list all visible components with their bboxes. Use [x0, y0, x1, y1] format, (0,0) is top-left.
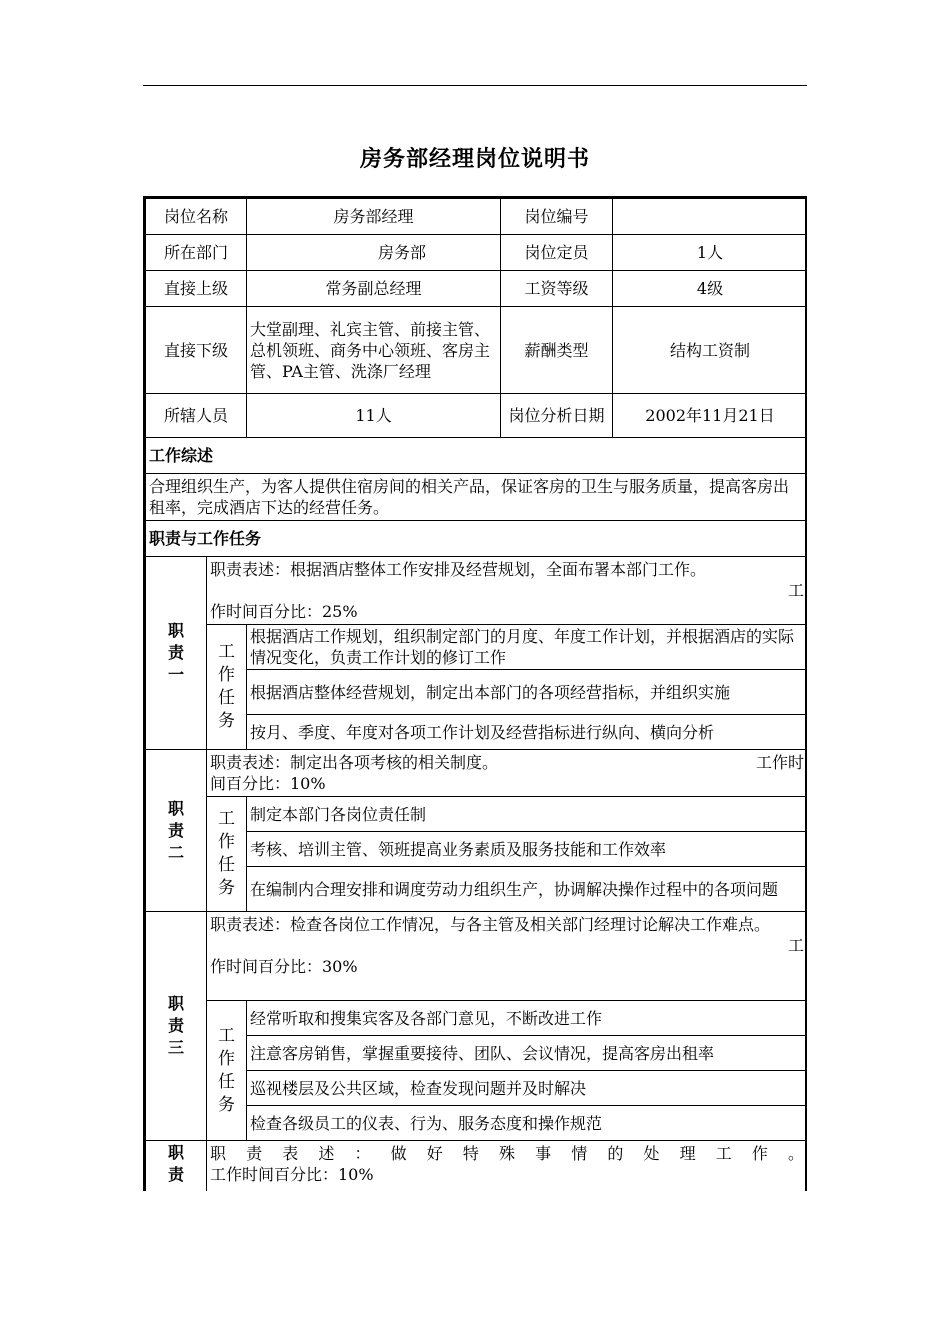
info-row-department [146, 235, 808, 271]
duty-1-description [207, 557, 808, 625]
value-department: 房务部 [247, 235, 501, 271]
info-row-superior [146, 271, 808, 307]
duty-2-label: 职责二 [146, 750, 207, 912]
duty-3-label: 职责三 [146, 912, 207, 1141]
duty-3-percentage: 作时间百分比：30% [210, 957, 358, 976]
duties-heading: 职责与工作任务 [146, 521, 808, 557]
duty-2-percentage: 间百分比：10% [210, 774, 326, 793]
duty-4-label: 职责 [146, 1141, 207, 1192]
duty-3-task-label: 工作任务 [207, 1001, 247, 1141]
duty-4-description [207, 1141, 808, 1192]
value-position-name: 房务部经理 [247, 199, 501, 235]
duty-2-desc-right: 工作时 [756, 753, 805, 772]
value-subordinates: 大堂副理、礼宾主管、前接主管、总机领班、商务中心领班、客房主管、PA主管、洗涤厂经理 [247, 307, 501, 394]
label-salary-grade: 工资等级 [501, 271, 613, 307]
duty-4-desc-text: 职责表述：做好特殊事情的处理工作。 [210, 1144, 805, 1163]
duty-1-task-2: 根据酒店整体经营规划，制定出本部门的各项经营指标，并组织实施 [247, 670, 807, 715]
label-superior: 直接上级 [146, 271, 247, 307]
info-row-staff [146, 394, 808, 438]
label-staff: 所辖人员 [146, 394, 247, 438]
duty-1-task-label: 工作任务 [207, 625, 247, 750]
duty-3-task-4: 检查各级员工的仪表、行为、服务态度和操作规范 [247, 1106, 807, 1141]
duty-2-task-1: 制定本部门各岗位责任制 [247, 797, 807, 832]
duty-1-task-1: 根据酒店工作规划，组织制定部门的月度、年度工作计划，并根据酒店的实际情况变化，负责工作计划的修订工作 [247, 625, 807, 670]
duty-1-task-3: 按月、季度、年度对各项工作计划及经营指标进行纵向、横向分析 [247, 715, 807, 750]
summary-text-row [146, 474, 808, 521]
duty-3-description [207, 912, 808, 1001]
duty-3-task-3: 巡视楼层及公共区域，检查发现问题并及时解决 [247, 1071, 807, 1106]
duty-1-desc-text: 职责表述：根据酒店整体工作安排及经营规划，全面布署本部门工作。 [210, 560, 707, 579]
label-department: 所在部门 [146, 235, 247, 271]
duty-3-task-1: 经常听取和搜集宾客及各部门意见，不断改进工作 [247, 1001, 807, 1036]
duty-2-desc-text: 职责表述：制定出各项考核的相关制度。 [210, 753, 499, 772]
summary-heading: 工作综述 [146, 438, 808, 474]
info-row-subordinates [146, 307, 808, 394]
value-position-code [613, 199, 807, 235]
duty-4-desc-row [146, 1141, 808, 1192]
header-rule [143, 85, 807, 86]
value-salary-grade: 4级 [613, 271, 807, 307]
value-superior: 常务副总经理 [247, 271, 501, 307]
value-staff: 11人 [247, 394, 501, 438]
info-row-name [146, 199, 808, 235]
duty-3-desc-text: 职责表述：检查各岗位工作情况，与各主管及相关部门经理讨论解决工作难点。 [210, 915, 771, 934]
label-analysis-date: 岗位分析日期 [501, 394, 613, 438]
duty-4-percentage: 工作时间百分比：10% [210, 1165, 374, 1184]
duty-3-task-row [146, 1001, 808, 1036]
duty-2-desc-row [146, 750, 808, 797]
duties-heading-row [146, 521, 808, 557]
duty-1-desc-right: 工 [788, 581, 805, 600]
value-headcount: 1人 [613, 235, 807, 271]
duty-2-task-3: 在编制内合理安排和调度劳动力组织生产，协调解决操作过程中的各项问题 [247, 867, 807, 912]
label-subordinates: 直接下级 [146, 307, 247, 394]
duty-1-percentage: 作时间百分比：25% [210, 602, 358, 621]
duty-2-task-row [146, 797, 808, 832]
label-headcount: 岗位定员 [501, 235, 613, 271]
job-description-table [143, 196, 807, 1191]
duty-2-task-2: 考核、培训主管、领班提高业务素质及服务技能和工作效率 [247, 832, 807, 867]
document-title: 房务部经理岗位说明书 [359, 146, 590, 172]
label-position-name: 岗位名称 [146, 199, 247, 235]
duty-1-label: 职责一 [146, 557, 207, 750]
value-pay-type: 结构工资制 [613, 307, 807, 394]
duty-3-desc-row [146, 912, 808, 1001]
duty-3-desc-right: 工 [788, 936, 805, 955]
label-position-code: 岗位编号 [501, 199, 613, 235]
duty-2-task-label: 工作任务 [207, 797, 247, 912]
duty-3-task-2: 注意客房销售，掌握重要接待、团队、会议情况，提高客房出租率 [247, 1036, 807, 1071]
label-pay-type: 薪酬类型 [501, 307, 613, 394]
summary-heading-row [146, 438, 808, 474]
duty-2-description [207, 750, 808, 797]
duty-1-desc-row [146, 557, 808, 625]
summary-text: 合理组织生产，为客人提供住宿房间的相关产品，保证客房的卫生与服务质量，提高客房出租率，完成酒店下达的经营任务。 [146, 474, 808, 521]
duty-1-task-row [146, 625, 808, 670]
value-analysis-date: 2002年11月21日 [613, 394, 807, 438]
